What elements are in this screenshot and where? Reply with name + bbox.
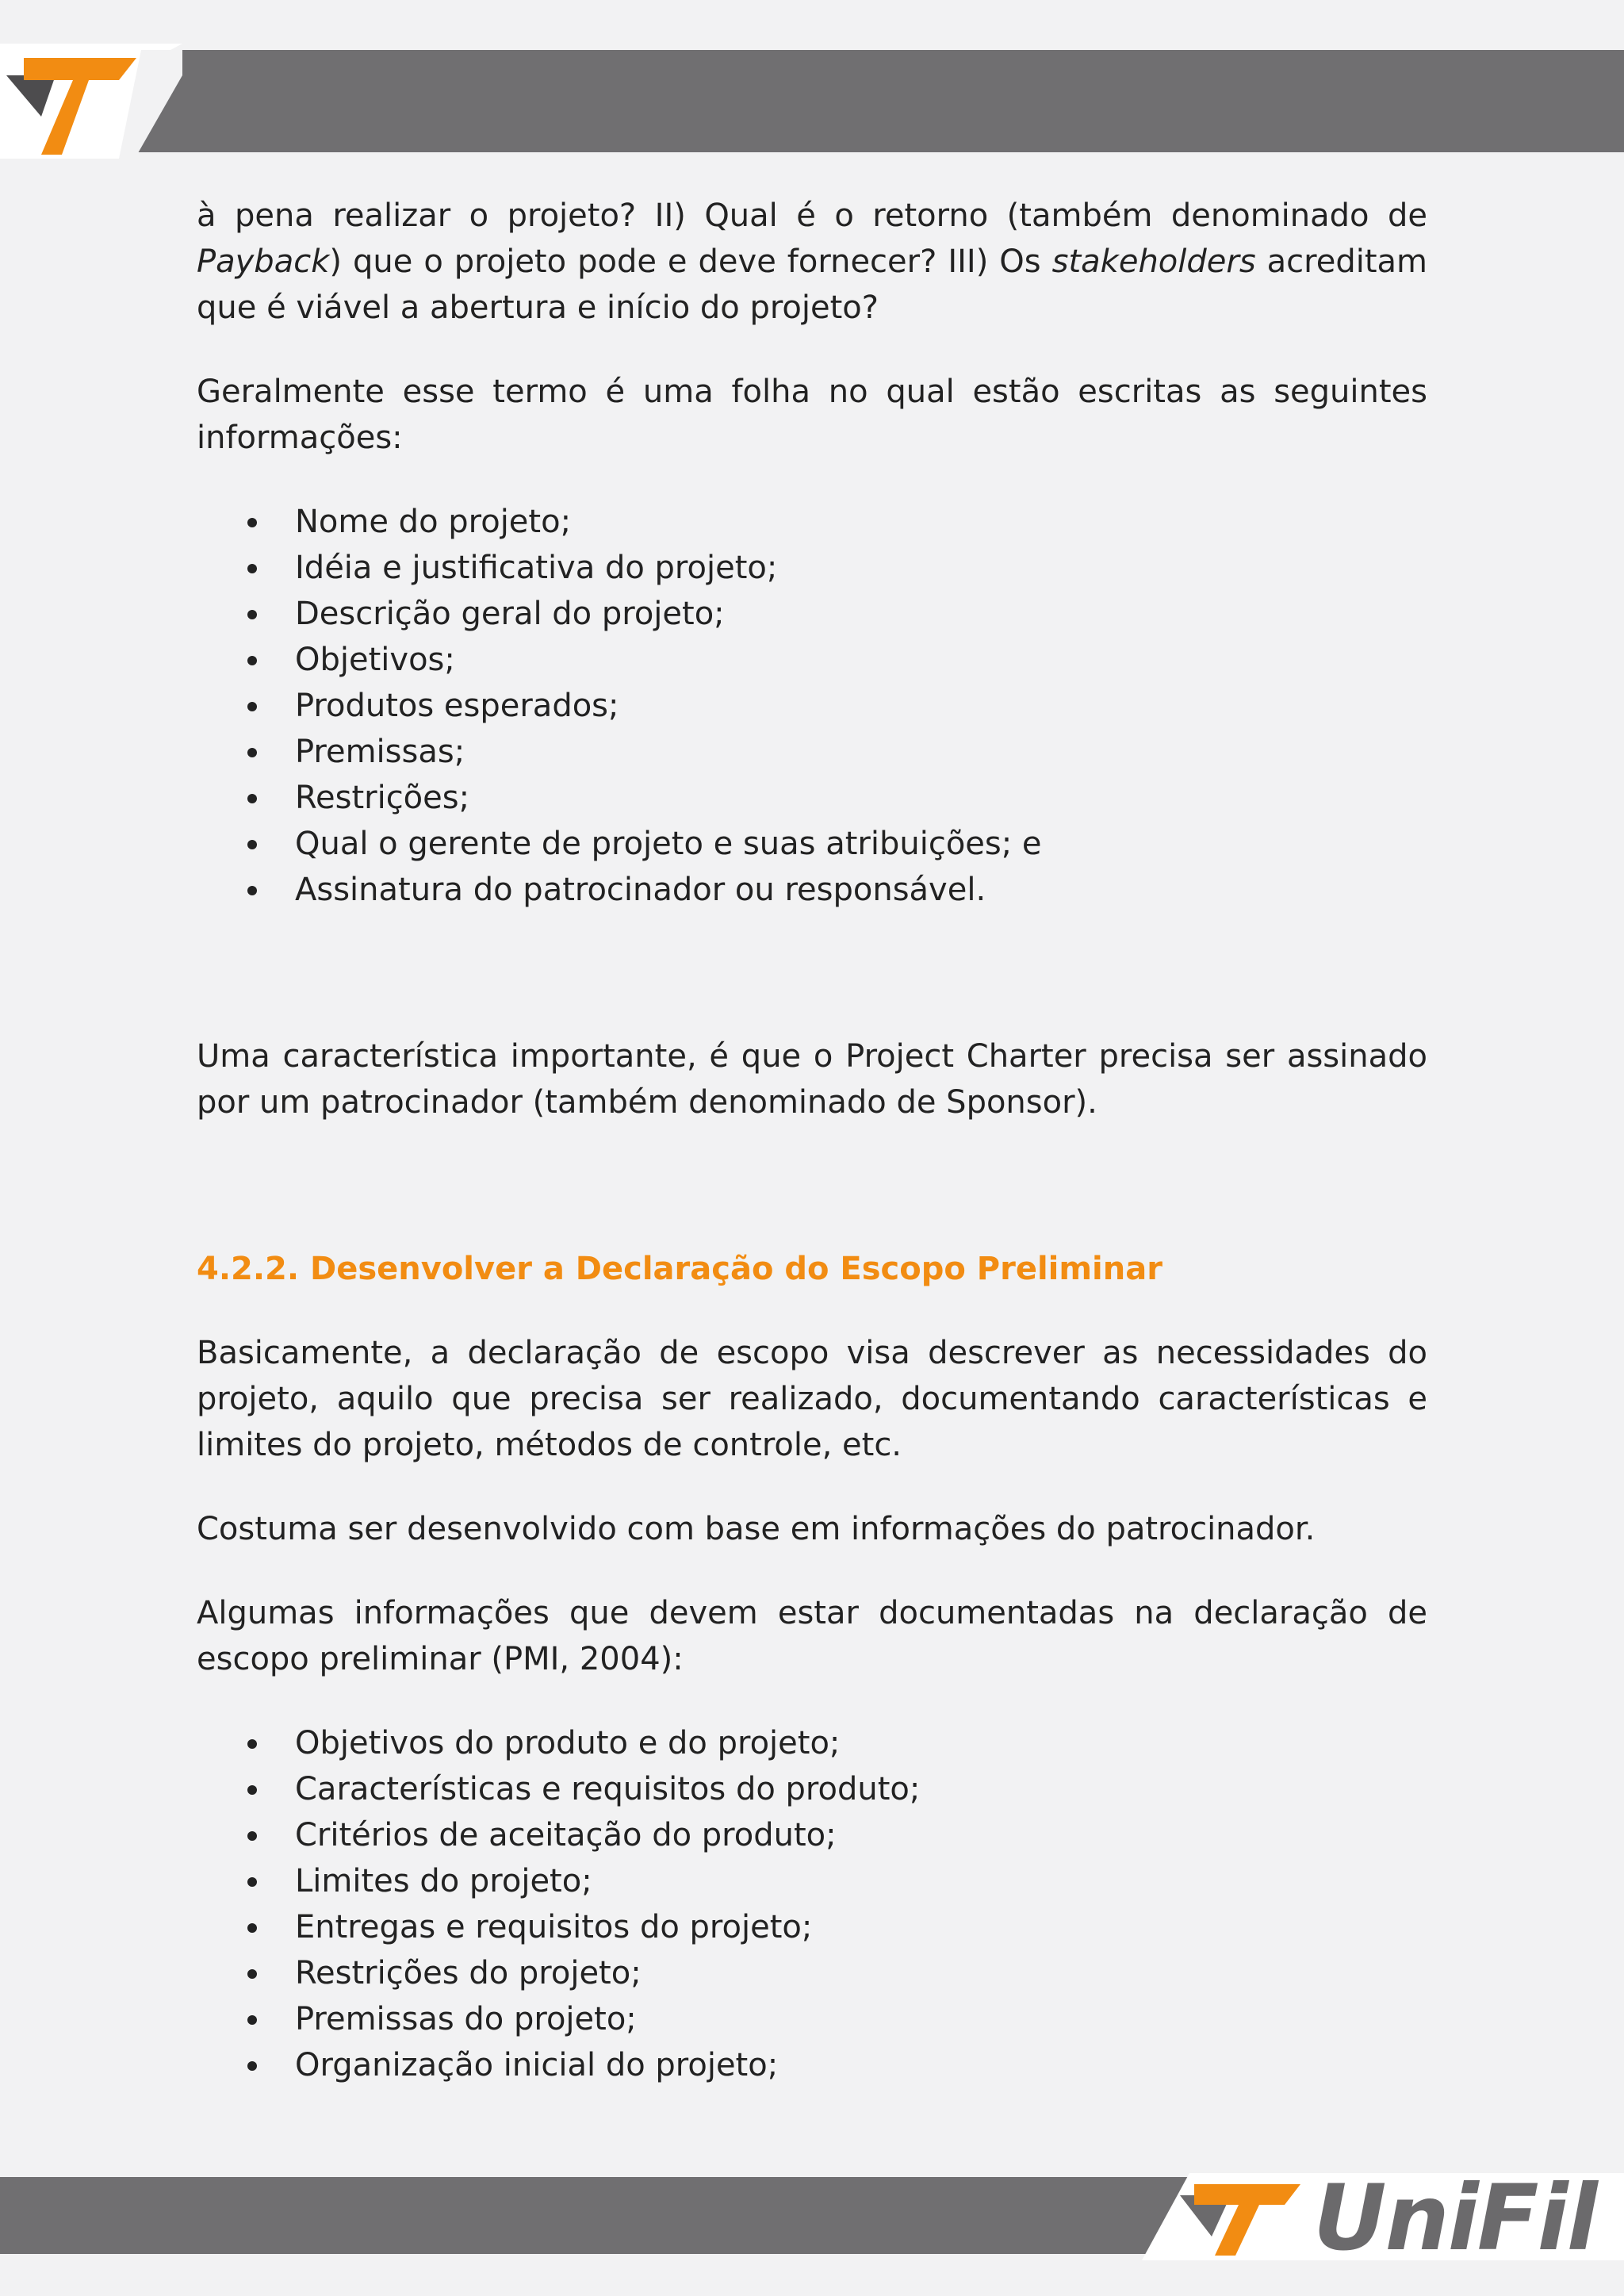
- list-item: [197, 1904, 1427, 1950]
- intro-text-2: ) que o projeto pode e deve fornecer? III) Os: [329, 243, 1052, 280]
- list-item: [197, 729, 1427, 775]
- list-item-text: Características e requisitos do produto;: [295, 1771, 921, 1807]
- intro-text-1: à pena realizar o projeto? II) Qual é o retorno (também denominado de: [197, 197, 1427, 234]
- list-item-text: Limites do projeto;: [295, 1863, 592, 1899]
- unifil-logo-mark: [0, 44, 182, 159]
- list-item: [197, 637, 1427, 683]
- list-item-text: Premissas do projeto;: [295, 2001, 637, 2037]
- list-item-text: Idéia e justificativa do projeto;: [295, 550, 778, 586]
- paragraph-basicamente: Basicamente, a declaração de escopo visa descrever as necessidades do projeto, aquilo que precisa ser realizado, documentando características e limites do projeto, métodos de controle, etc.: [197, 1335, 1427, 1463]
- bullet-icon: [247, 1877, 257, 1887]
- list-item: [197, 1766, 1427, 1812]
- list-item-text: Entregas e requisitos do projeto;: [295, 1909, 813, 1945]
- list-item: [197, 499, 1427, 545]
- bullet-icon: [247, 1923, 257, 1933]
- list-item: [197, 1996, 1427, 2042]
- list-item-text: Objetivos do produto e do projeto;: [295, 1725, 841, 1761]
- intro-payback: Payback: [197, 243, 330, 280]
- bullet-icon: [247, 748, 257, 757]
- list-item: [197, 867, 1427, 913]
- list-item-text: Organização inicial do projeto;: [295, 2047, 779, 2083]
- section-heading: 4.2.2. Desenvolver a Declaração do Escopo Preliminar: [197, 1251, 1162, 1287]
- list-item-text: Critérios de aceitação do produto;: [295, 1817, 837, 1853]
- list-item-text: Nome do projeto;: [295, 504, 572, 540]
- bullet-icon: [247, 656, 257, 665]
- unifil-wordmark: UniFil: [1313, 2165, 1596, 2271]
- bullet-icon: [247, 1969, 257, 1979]
- scope-list: [197, 1720, 1427, 2088]
- paragraph-termo: Geralmente esse termo é uma folha no qual estão escritas as seguintes informações:: [197, 374, 1427, 456]
- page-content: [197, 193, 1427, 2088]
- bullet-icon: [247, 1739, 257, 1749]
- list-item-text: Premissas;: [295, 734, 465, 770]
- list-item-text: Objetivos;: [295, 642, 455, 678]
- paragraph-sponsor: Uma característica importante, é que o Project Charter precisa ser assinado por um patrocinador (também denominado de Sponsor).: [197, 1038, 1427, 1121]
- list-item: [197, 2042, 1427, 2088]
- list-item: [197, 1858, 1427, 1904]
- list-item: [197, 775, 1427, 821]
- list-item-text: Descrição geral do projeto;: [295, 596, 725, 632]
- paragraph-costuma: Costuma ser desenvolvido com base em informações do patrocinador.: [197, 1511, 1316, 1547]
- bullet-icon: [247, 840, 257, 849]
- list-item-text: Produtos esperados;: [295, 688, 619, 724]
- list-item-text: Restrições do projeto;: [295, 1955, 642, 1991]
- list-item-text: Restrições;: [295, 780, 470, 816]
- footer-band: [0, 2177, 1189, 2254]
- paragraph-intro: [197, 193, 1427, 331]
- header-band: [119, 50, 1624, 152]
- bullet-icon: [247, 610, 257, 619]
- list-item: [197, 1950, 1427, 1996]
- bullet-icon: [247, 794, 257, 803]
- list-item: [197, 545, 1427, 591]
- list-item: [197, 683, 1427, 729]
- bullet-icon: [247, 1831, 257, 1841]
- intro-stakeholders: stakeholders: [1051, 243, 1256, 280]
- list-item: [197, 591, 1427, 637]
- bullet-icon: [247, 518, 257, 527]
- paragraph-algumas: Algumas informações que devem estar documentadas na declaração de escopo preliminar (PMI, 2004):: [197, 1595, 1427, 1677]
- list-item: [197, 821, 1427, 867]
- bullet-icon: [247, 1785, 257, 1795]
- charter-list: [197, 499, 1427, 913]
- list-item: [197, 1812, 1427, 1858]
- bullet-icon: [247, 2015, 257, 2025]
- bullet-icon: [247, 886, 257, 895]
- list-item: [197, 1720, 1427, 1766]
- list-item-text: Qual o gerente de projeto e suas atribuições; e: [295, 826, 1042, 862]
- bullet-icon: [247, 702, 257, 711]
- bullet-icon: [247, 564, 257, 573]
- intro-text-3: acreditam que é viável a abertura e início do projeto?: [197, 243, 1428, 326]
- list-item-text: Assinatura do patrocinador ou responsável.: [295, 872, 986, 908]
- bullet-icon: [247, 2061, 257, 2071]
